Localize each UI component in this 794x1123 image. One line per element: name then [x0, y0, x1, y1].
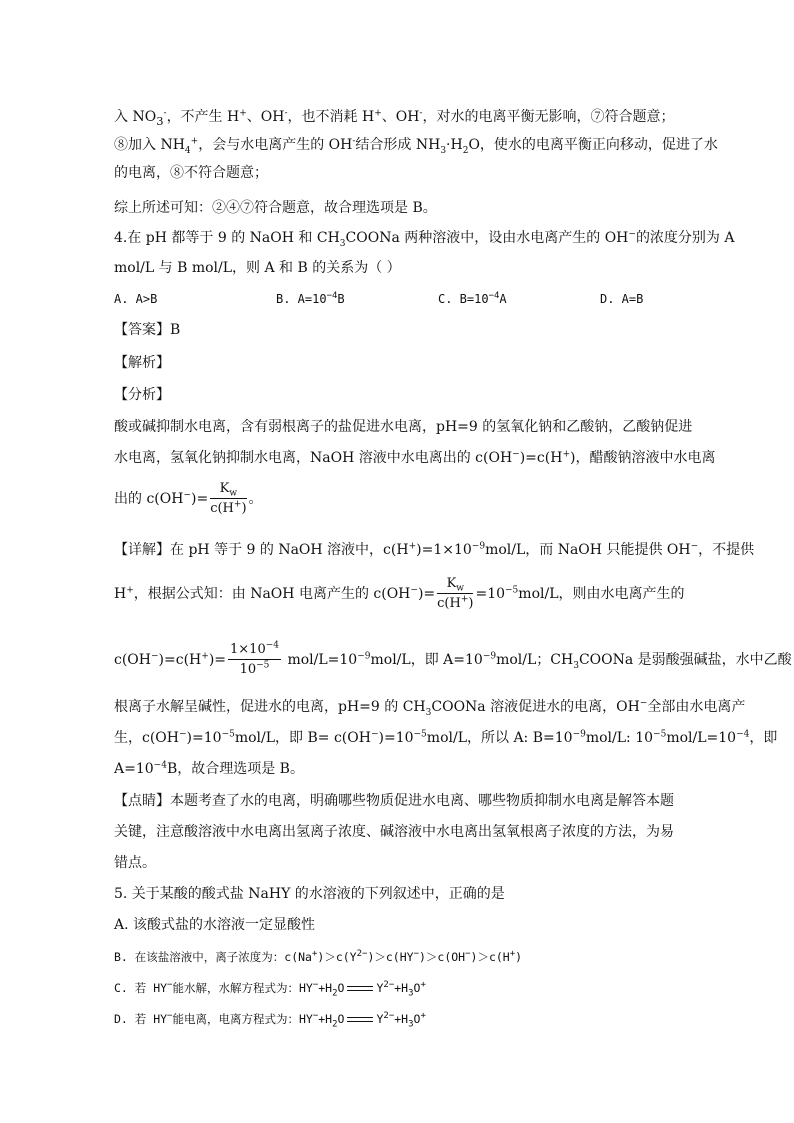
kw-fraction: $\frac{K_w}{c(H^+)}$ [210, 481, 247, 516]
kw-fraction: $\frac{K_w}{c(H^+)}$ [437, 576, 474, 611]
question-4-stem: 4.在 pH 都等于 9 的 NaOH 和 $CH_3COONa$ 两种溶液中，设由水电离产生的 OH−的浓度分别为 A [114, 229, 735, 249]
text-line: 水电离，氢氧化钠抑制水电离，NaOH 溶液中水电离出的 c(OH−)=c(H+)，醋酸钠溶液中水电离 [114, 449, 716, 466]
detail-line: 生，$c(OH^-)=10^{-5}mol/L$，即 $B= c(OH^-)=10^{-5}mol/L$，所以 A: $B=10^{-9}mol/L$: $10^{-5}mol/L=10^{-4}$，即 [114, 729, 778, 746]
analysis-heading: 【解析】 [114, 355, 170, 371]
option-d: D. A=B [600, 292, 644, 306]
question-5-stem: 5. 关于某酸的酸式盐 NaHY 的水溶液的下列叙述中，正确的是 [114, 886, 505, 902]
formula-line: 出的 c(OH−)= $\frac{K_w}{c(H^+)}$ 。 [114, 481, 263, 516]
equilibrium-arrow-icon [345, 1015, 375, 1025]
fenxi-heading: 【分析】 [114, 387, 170, 403]
equilibrium-arrow-icon [345, 984, 375, 994]
text-line: 酸或碱抑制水电离，含有弱根离子的盐促进水电离，pH=9 的氢氧化钠和乙酸钠，乙酸钠促进 [114, 419, 693, 435]
detail-line: 【详解】在 pH 等于 9 的 NaOH 溶液中，$c(H^+)=1\times 10^{-9}mol/L$，而 NaOH 只能提供 OH−，不提供 [114, 541, 755, 558]
option-b: B. 在该盐溶液中，离子浓度为：$c(Na^+)>c(Y^{2-})>c(HY^-)>c(OH^-)>c(H^+)$ [114, 949, 523, 964]
option-a: A. 该酸式盐的水溶液一定显酸性 [114, 917, 316, 933]
text-line: ⑧加入 $NH_4^+$，会与水电离产生的 OH-结合形成 $NH_3\cdot H_2O$，使水的电离平衡正向移动，促进了水 [114, 136, 718, 156]
formula-line: H+，根据公式知：由 NaOH 电离产生的 c(OH−)= $\frac{K_w}{c(H^+)}$ $=10^{-5}mol/L$，则由水电离产生的 [114, 576, 685, 611]
detail-line: $A=10^{-4}B$，故合理选项是 B。 [114, 760, 304, 777]
option-c: C. 若 HY−能水解，水解方程式为：$HY^-+H_2O$ $Y^{2-}+H_3O^+$ [114, 980, 426, 999]
note-line: 错点。 [114, 855, 156, 871]
option-b: B. $A=10^{-4}B$ [276, 291, 345, 306]
detail-line: 根离子水解呈碱性，促进水的电离，pH=9 的 $CH_3COONa$ 溶液促进水的电离，OH−全部由水电离产 [114, 698, 746, 718]
text-line: 入 $NO_3^-$，不产生 H+、OH-，也不消耗 H+、OH-，对水的电离平衡无影响，⑦符合题意； [114, 108, 675, 128]
question-4-stem: mol/L 与 B mol/L，则 A 和 B 的关系为（ ） [114, 260, 401, 276]
answer: 【答案】B [114, 322, 181, 338]
note-line: 关键，注意酸溶液中水电离出氢离子浓度、碱溶液中水电离出氢氧根离子浓度的方法，为易 [114, 824, 674, 840]
note-line: 【点睛】本题考查了水的电离，明确哪些物质促进水电离、哪些物质抑制水电离是解答本题 [114, 793, 674, 809]
text-line: 的电离，⑧不符合题意； [114, 165, 268, 181]
option-c: C. $B=10^{-4}A$ [438, 291, 507, 306]
option-a: A. A>B [114, 292, 158, 306]
option-d: D. 若 HY−能电离，电离方程式为：$HY^-+H_2O$ $Y^{2-}+H_3O^+$ [114, 1011, 426, 1030]
formula-line: c(OH−)=c(H+)= $\frac{1\times 10^{-4}}{10^{-5}}$ mol/$L=10^{-9}mol/L$，即 $A=10^{-9}mol/L$；$CH_3COONa$ 是弱酸强碱盐，水中乙酸 [114, 640, 792, 677]
text-line: 综上所述可知：②④⑦符合题意，故合理选项是 B。 [114, 200, 437, 216]
ratio-fraction: $\frac{1\times 10^{-4}}{10^{-5}}$ [230, 640, 280, 677]
